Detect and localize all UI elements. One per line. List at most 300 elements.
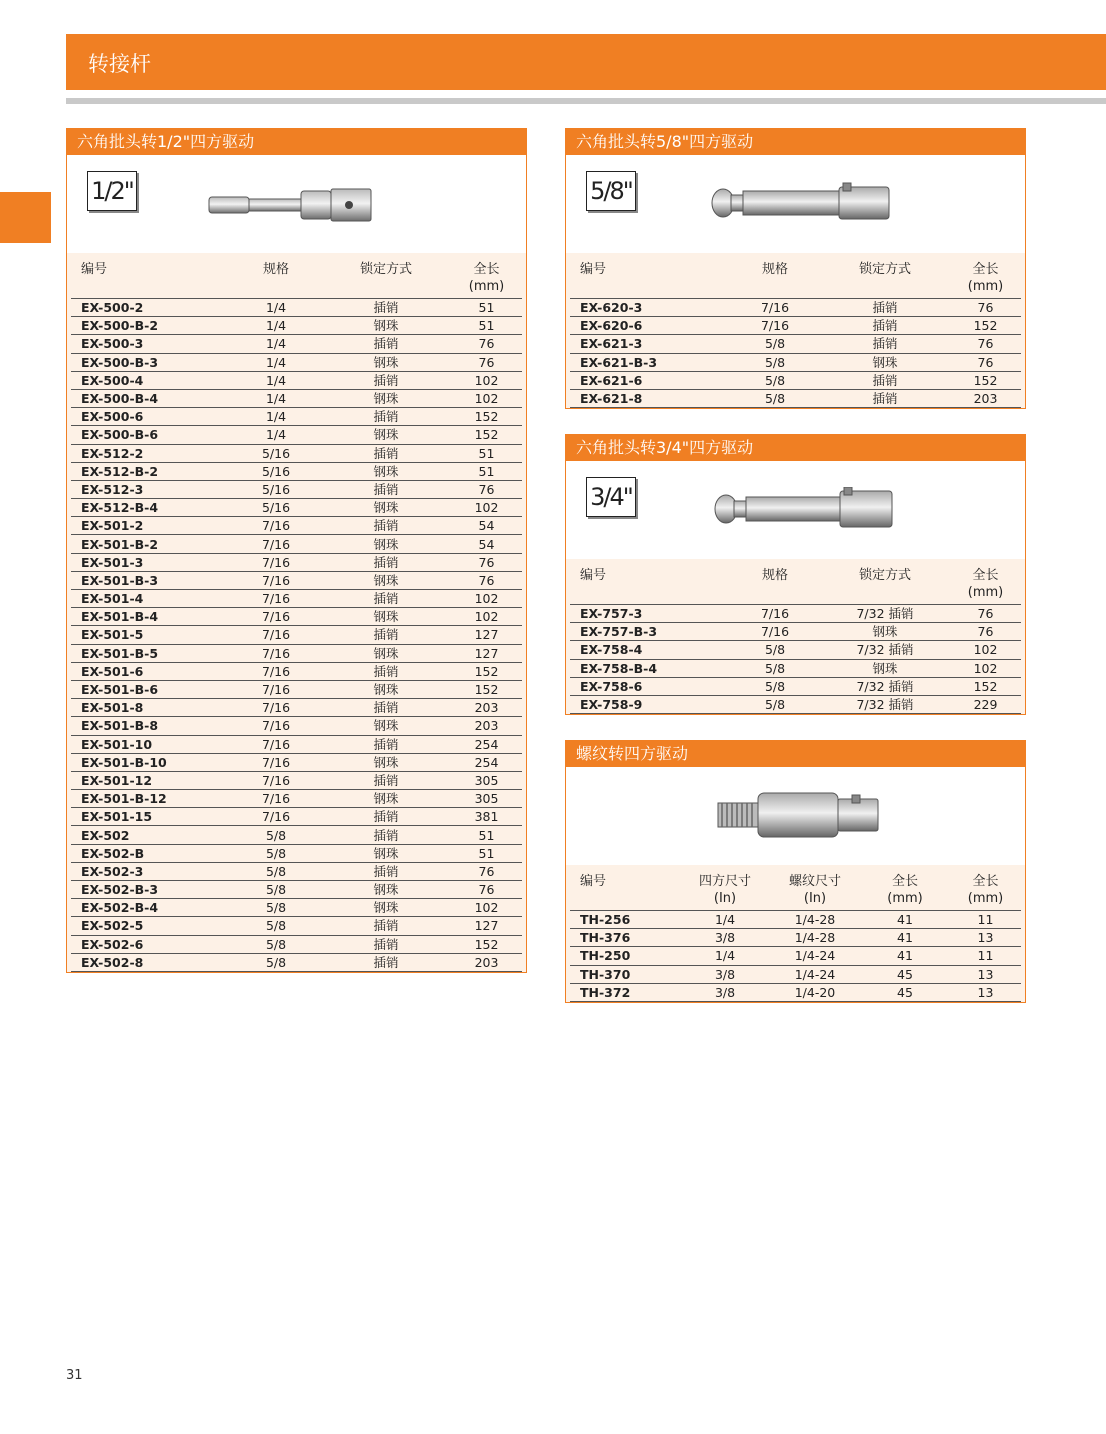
side-tab-marker: [0, 192, 51, 243]
table-cell: 7/16: [730, 299, 820, 317]
table-cell: EX-500-B-6: [71, 426, 231, 444]
table-cell: EX-620-3: [570, 299, 730, 317]
table-body: [570, 911, 1021, 1002]
table-cell: 1/4: [231, 353, 321, 371]
spec-table: [71, 253, 522, 972]
table-cell: 127: [451, 644, 522, 662]
table-cell: 插销: [321, 590, 451, 608]
panel-title: 六角批头转5/8"四方驱动: [566, 129, 1025, 155]
table-cell: 76: [950, 299, 1021, 317]
table-cell: 305: [451, 790, 522, 808]
table-cell: 7/16: [231, 680, 321, 698]
spec-table: [570, 559, 1021, 714]
product-image-area: [566, 767, 1025, 865]
table-row: [570, 947, 1021, 965]
table-cell: 插销: [321, 862, 451, 880]
table-cell: 钢珠: [321, 753, 451, 771]
page-number: 31: [66, 1368, 83, 1383]
table-cell: 1/4-20: [770, 983, 860, 1001]
table-cell: 钢珠: [321, 881, 451, 899]
table-cell: EX-501-B-2: [71, 535, 231, 553]
table-row: [570, 605, 1021, 623]
size-label: 5/8": [586, 171, 636, 211]
table-row: [71, 826, 522, 844]
table-cell: 254: [451, 735, 522, 753]
table-cell: EX-501-B-4: [71, 608, 231, 626]
table-cell: 钢珠: [321, 535, 451, 553]
table-cell: 1/4: [680, 911, 770, 929]
table-cell: EX-758-B-4: [570, 659, 730, 677]
table-cell: EX-502-8: [71, 953, 231, 971]
table-cell: EX-502-B-4: [71, 899, 231, 917]
table-cell: 76: [451, 480, 522, 498]
table-cell: 203: [950, 389, 1021, 407]
table-cell: EX-502-B: [71, 844, 231, 862]
table-cell: 3/8: [680, 929, 770, 947]
table-cell: 76: [950, 623, 1021, 641]
table-row: [570, 659, 1021, 677]
table-cell: 76: [451, 335, 522, 353]
table-cell: 51: [451, 844, 522, 862]
table-cell: 152: [451, 408, 522, 426]
table-cell: 102: [451, 499, 522, 517]
table-row: [71, 371, 522, 389]
table-row: [570, 965, 1021, 983]
table-row: [570, 299, 1021, 317]
table-cell: 1/4: [231, 371, 321, 389]
table-cell: TH-250: [570, 947, 680, 965]
table-cell: 7/16: [231, 753, 321, 771]
table-cell: 插销: [321, 626, 451, 644]
table-cell: 钢珠: [321, 608, 451, 626]
table-row: [71, 717, 522, 735]
table-cell: 76: [950, 605, 1021, 623]
table-cell: 插销: [321, 335, 451, 353]
table-cell: 5/8: [730, 371, 820, 389]
table-cell: 钢珠: [321, 644, 451, 662]
table-cell: 5/8: [730, 641, 820, 659]
table-cell: 插销: [321, 699, 451, 717]
table-cell: 13: [950, 965, 1021, 983]
table-cell: 1/4-28: [770, 911, 860, 929]
table-cell: 54: [451, 517, 522, 535]
table-cell: 102: [950, 641, 1021, 659]
table-cell: EX-501-B-10: [71, 753, 231, 771]
table-cell: 7/16: [231, 644, 321, 662]
table-cell: 钢珠: [321, 844, 451, 862]
table-cell: EX-758-4: [570, 641, 730, 659]
size-label: 1/2": [87, 171, 137, 211]
table-cell: 钢珠: [321, 899, 451, 917]
table-cell: 127: [451, 917, 522, 935]
table-cell: 1/4-24: [770, 965, 860, 983]
table-row: [71, 917, 522, 935]
table-cell: 插销: [820, 299, 950, 317]
table-cell: EX-502-B-3: [71, 881, 231, 899]
table-row: [71, 862, 522, 880]
table-cell: 钢珠: [820, 353, 950, 371]
table-cell: 203: [451, 699, 522, 717]
size-label: 3/4": [586, 477, 636, 517]
table-row: [71, 590, 522, 608]
table-cell: EX-501-4: [71, 590, 231, 608]
hex-to-square-adapter-image: [714, 487, 894, 531]
table-cell: 5/8: [231, 826, 321, 844]
table-row: [71, 935, 522, 953]
table-cell: 51: [451, 299, 522, 317]
table-row: [71, 462, 522, 480]
table-cell: 插销: [321, 553, 451, 571]
table-cell: 7/16: [231, 662, 321, 680]
table-row: [71, 953, 522, 971]
table-row: [71, 771, 522, 789]
table-cell: EX-621-3: [570, 335, 730, 353]
table-cell: 152: [451, 426, 522, 444]
table-cell: 7/16: [231, 626, 321, 644]
table-cell: 54: [451, 535, 522, 553]
table-row: [71, 353, 522, 371]
table-cell: EX-501-B-3: [71, 571, 231, 589]
table-cell: 5/8: [231, 844, 321, 862]
table-cell: EX-501-12: [71, 771, 231, 789]
table-row: [71, 299, 522, 317]
table-row: [71, 735, 522, 753]
table-cell: EX-621-B-3: [570, 353, 730, 371]
table-cell: 102: [451, 590, 522, 608]
table-cell: 1/4-28: [770, 929, 860, 947]
table-cell: 钢珠: [321, 353, 451, 371]
table-cell: 插销: [820, 371, 950, 389]
table-cell: 5/8: [231, 899, 321, 917]
table-cell: EX-502-6: [71, 935, 231, 953]
table-cell: 5/16: [231, 444, 321, 462]
table-cell: 5/8: [730, 659, 820, 677]
table-cell: 插销: [321, 480, 451, 498]
col-header-thread-size: 螺纹尺寸 (In): [788, 874, 841, 906]
table-cell: EX-758-9: [570, 695, 730, 713]
table-row: [71, 899, 522, 917]
table-cell: 7/32 插销: [820, 695, 950, 713]
table-row: [71, 844, 522, 862]
table-row: [570, 317, 1021, 335]
table-cell: 7/16: [231, 571, 321, 589]
table-row: [570, 335, 1021, 353]
table-cell: EX-512-2: [71, 444, 231, 462]
table-cell: 插销: [321, 808, 451, 826]
table-cell: 钢珠: [321, 571, 451, 589]
table-cell: 152: [451, 935, 522, 953]
table-row: [71, 608, 522, 626]
table-cell: 7/16: [231, 535, 321, 553]
table-cell: 5/8: [730, 677, 820, 695]
table-cell: 5/16: [231, 462, 321, 480]
table-cell: 插销: [820, 317, 950, 335]
table-cell: 7/16: [231, 608, 321, 626]
table-cell: 插销: [321, 517, 451, 535]
table-cell: 插销: [321, 735, 451, 753]
table-cell: 11: [950, 947, 1021, 965]
col-header-code: 编号: [81, 262, 108, 277]
table-cell: 5/8: [231, 953, 321, 971]
col-header-code: 编号: [580, 262, 607, 277]
table-cell: EX-500-B-3: [71, 353, 231, 371]
table-cell: 41: [860, 929, 950, 947]
table-cell: 7/16: [231, 699, 321, 717]
table-cell: EX-500-2: [71, 299, 231, 317]
table-row: [570, 353, 1021, 371]
table-cell: 3/8: [680, 983, 770, 1001]
table-cell: 7/32 插销: [820, 677, 950, 695]
table-cell: EX-757-B-3: [570, 623, 730, 641]
table-cell: EX-501-2: [71, 517, 231, 535]
hex-to-square-adapter-image: [711, 181, 891, 225]
table-cell: 45: [860, 983, 950, 1001]
table-cell: EX-501-8: [71, 699, 231, 717]
table-cell: 1/4: [231, 389, 321, 407]
table-cell: 229: [950, 695, 1021, 713]
table-cell: TH-370: [570, 965, 680, 983]
panel-title: 六角批头转3/4"四方驱动: [566, 435, 1025, 461]
table-cell: EX-500-3: [71, 335, 231, 353]
table-cell: 76: [451, 862, 522, 880]
table-row: [71, 480, 522, 498]
table-cell: 13: [950, 929, 1021, 947]
table-row: [71, 553, 522, 571]
table-cell: 插销: [321, 444, 451, 462]
table-cell: 13: [950, 983, 1021, 1001]
panel-title: 螺纹转四方驱动: [566, 741, 1025, 767]
panel-thread-to-square-drive: [565, 740, 1026, 1003]
table-cell: 插销: [820, 389, 950, 407]
table-cell: 76: [451, 881, 522, 899]
table-row: [71, 808, 522, 826]
table-cell: EX-621-8: [570, 389, 730, 407]
table-cell: EX-758-6: [570, 677, 730, 695]
table-cell: 钢珠: [321, 389, 451, 407]
table-body: [71, 299, 522, 972]
table-cell: 插销: [820, 335, 950, 353]
table-cell: EX-621-6: [570, 371, 730, 389]
table-row: [71, 644, 522, 662]
product-image-area: [566, 155, 1025, 253]
table-cell: 203: [451, 717, 522, 735]
table-cell: 7/16: [730, 605, 820, 623]
table-cell: 5/16: [231, 480, 321, 498]
table-cell: 7/16: [231, 553, 321, 571]
table-row: [71, 535, 522, 553]
panel-five-eighth-drive: [565, 128, 1026, 409]
col-header-spec: 规格: [761, 568, 788, 583]
table-cell: EX-501-15: [71, 808, 231, 826]
table-cell: 插销: [321, 662, 451, 680]
table-cell: 127: [451, 626, 522, 644]
table-cell: 76: [451, 553, 522, 571]
table-cell: 7/16: [231, 808, 321, 826]
col-header-lock: 锁定方式: [858, 568, 911, 583]
table-cell: 152: [451, 662, 522, 680]
table-cell: 152: [950, 317, 1021, 335]
table-cell: EX-501-5: [71, 626, 231, 644]
table-row: [71, 680, 522, 698]
section-banner: [66, 34, 1106, 90]
table-cell: 76: [451, 571, 522, 589]
table-cell: EX-500-6: [71, 408, 231, 426]
table-cell: 254: [451, 753, 522, 771]
table-cell: 7/16: [730, 623, 820, 641]
col-header-length: 全长 (mm): [468, 262, 505, 294]
table-cell: 7/16: [730, 317, 820, 335]
table-cell: EX-501-10: [71, 735, 231, 753]
table-body: [570, 605, 1021, 714]
table-cell: 7/32 插销: [820, 605, 950, 623]
table-cell: 钢珠: [321, 462, 451, 480]
table-cell: 1/4: [231, 299, 321, 317]
table-cell: EX-620-6: [570, 317, 730, 335]
table-row: [71, 444, 522, 462]
table-cell: EX-501-6: [71, 662, 231, 680]
table-body: [570, 299, 1021, 408]
table-row: [570, 911, 1021, 929]
col-header-square-size: 四方尺寸 (In): [698, 874, 751, 906]
table-row: [71, 626, 522, 644]
table-cell: EX-502: [71, 826, 231, 844]
table-cell: EX-501-B-6: [71, 680, 231, 698]
table-cell: 152: [451, 680, 522, 698]
table-cell: EX-501-3: [71, 553, 231, 571]
table-row: [71, 790, 522, 808]
table-cell: 3/8: [680, 965, 770, 983]
table-row: [71, 499, 522, 517]
table-cell: 钢珠: [321, 717, 451, 735]
table-row: [71, 753, 522, 771]
col-header-length: 全长 (mm): [967, 568, 1004, 600]
table-cell: EX-500-4: [71, 371, 231, 389]
table-row: [71, 317, 522, 335]
table-cell: 插销: [321, 408, 451, 426]
table-cell: 插销: [321, 826, 451, 844]
panel-three-quarter-drive: [565, 434, 1026, 715]
table-cell: 5/8: [730, 353, 820, 371]
table-cell: 插销: [321, 299, 451, 317]
table-cell: EX-501-B-8: [71, 717, 231, 735]
table-row: [71, 881, 522, 899]
col-header-length: 全长 (mm): [967, 262, 1004, 294]
table-cell: 45: [860, 965, 950, 983]
divider: [66, 98, 1106, 104]
table-row: [71, 389, 522, 407]
col-header-length-1: 全长 (mm): [887, 874, 923, 906]
spec-table: [570, 253, 1021, 408]
table-cell: 102: [451, 371, 522, 389]
table-cell: 钢珠: [321, 317, 451, 335]
table-row: [570, 695, 1021, 713]
table-cell: 5/8: [231, 917, 321, 935]
table-row: [71, 426, 522, 444]
table-cell: 102: [950, 659, 1021, 677]
table-cell: 51: [451, 826, 522, 844]
col-header-code: 编号: [580, 568, 607, 583]
table-row: [570, 677, 1021, 695]
table-row: [570, 929, 1021, 947]
table-cell: 1/4: [231, 426, 321, 444]
table-cell: EX-502-3: [71, 862, 231, 880]
col-header-lock: 锁定方式: [858, 262, 911, 277]
table-cell: 51: [451, 444, 522, 462]
table-cell: 5/8: [730, 389, 820, 407]
table-row: [570, 641, 1021, 659]
panel-title: 六角批头转1/2"四方驱动: [67, 129, 526, 155]
table-cell: TH-372: [570, 983, 680, 1001]
table-cell: 钢珠: [321, 680, 451, 698]
table-cell: 钢珠: [321, 499, 451, 517]
table-cell: TH-376: [570, 929, 680, 947]
table-cell: TH-256: [570, 911, 680, 929]
table-row: [71, 335, 522, 353]
panel-half-inch-drive: [66, 128, 527, 973]
table-row: [570, 623, 1021, 641]
table-cell: 5/8: [730, 695, 820, 713]
table-cell: EX-512-3: [71, 480, 231, 498]
table-cell: 插销: [321, 935, 451, 953]
table-cell: 7/16: [231, 717, 321, 735]
table-cell: EX-501-B-5: [71, 644, 231, 662]
table-cell: 152: [950, 677, 1021, 695]
table-cell: 381: [451, 808, 522, 826]
table-row: [71, 408, 522, 426]
table-row: [71, 699, 522, 717]
table-cell: 插销: [321, 371, 451, 389]
table-cell: 76: [950, 335, 1021, 353]
table-cell: 203: [451, 953, 522, 971]
table-cell: 7/16: [231, 590, 321, 608]
col-header-length-2: 全长 (mm): [967, 874, 1004, 906]
table-cell: 76: [451, 353, 522, 371]
table-cell: 5/8: [730, 335, 820, 353]
table-cell: 76: [950, 353, 1021, 371]
table-cell: 5/8: [231, 881, 321, 899]
table-cell: 102: [451, 899, 522, 917]
table-cell: EX-512-B-2: [71, 462, 231, 480]
table-cell: 7/16: [231, 771, 321, 789]
table-cell: 5/8: [231, 935, 321, 953]
hex-to-square-adapter-image: [207, 185, 387, 225]
table-cell: EX-500-B-4: [71, 389, 231, 407]
table-cell: 11: [950, 911, 1021, 929]
table-cell: EX-757-3: [570, 605, 730, 623]
table-cell: 102: [451, 389, 522, 407]
table-cell: 1/4-24: [770, 947, 860, 965]
table-row: [71, 662, 522, 680]
product-image-area: [566, 461, 1025, 559]
table-cell: 插销: [321, 953, 451, 971]
table-cell: 插销: [321, 917, 451, 935]
table-cell: 152: [950, 371, 1021, 389]
table-cell: EX-502-5: [71, 917, 231, 935]
table-cell: 1/4: [231, 335, 321, 353]
thread-to-square-adapter-image: [716, 787, 886, 843]
table-cell: EX-512-B-4: [71, 499, 231, 517]
table-cell: 7/16: [231, 517, 321, 535]
col-header-lock: 锁定方式: [359, 262, 412, 277]
table-cell: 钢珠: [321, 426, 451, 444]
col-header-spec: 规格: [761, 262, 788, 277]
col-header-code: 编号: [580, 874, 607, 889]
table-cell: 钢珠: [321, 790, 451, 808]
section-title: 转接杆: [88, 52, 151, 76]
table-cell: 305: [451, 771, 522, 789]
table-row: [71, 517, 522, 535]
product-image-area: [67, 155, 526, 253]
